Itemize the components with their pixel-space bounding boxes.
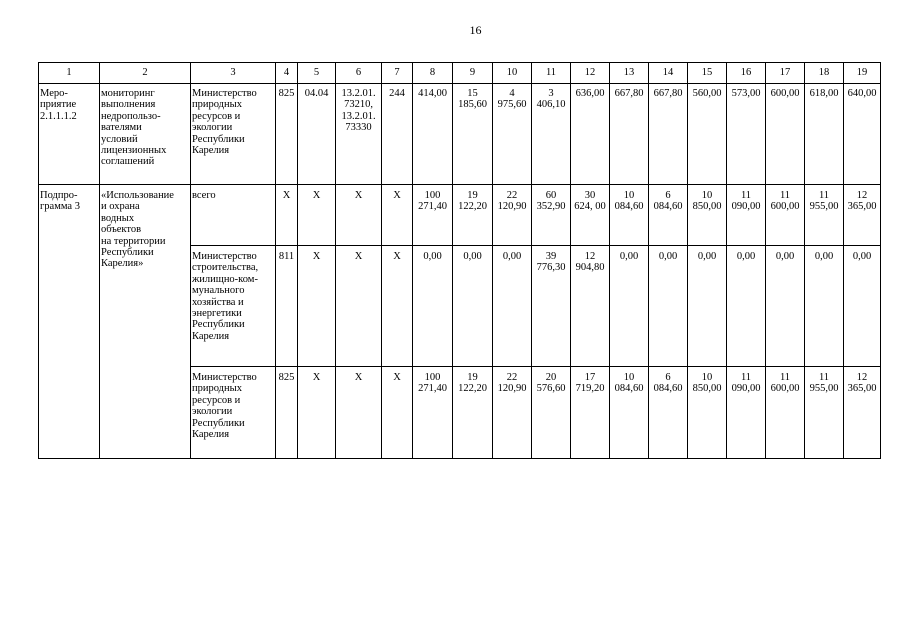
value-cell: 414,00 xyxy=(413,84,453,185)
activity-code-cell: Меро- приятие 2.1.1.1.2 xyxy=(39,84,100,185)
header-cell: 11 xyxy=(532,63,571,84)
value-cell: 636,00 xyxy=(571,84,610,185)
grbs-cell: X xyxy=(276,185,298,246)
value-cell: 0,00 xyxy=(766,246,805,367)
executor-cell: Министерство природных ресурсов и экологии Республики Карелия xyxy=(191,367,276,459)
header-cell: 4 xyxy=(276,63,298,84)
value-cell: 12 904,80 xyxy=(571,246,610,367)
header-cell: 6 xyxy=(336,63,382,84)
value-cell: 10 850,00 xyxy=(688,185,727,246)
grbs-cell: 825 xyxy=(276,84,298,185)
subprogram-code-cell: Подпро- грамма 3 xyxy=(39,185,100,459)
value-cell: 3 406,10 xyxy=(532,84,571,185)
activity-name-cell: мониторинг выполнения недропользо- вателями условий лицензионных соглашений xyxy=(100,84,191,185)
section-cell: X xyxy=(298,185,336,246)
header-cell: 7 xyxy=(382,63,413,84)
value-cell: 6 084,60 xyxy=(649,185,688,246)
header-cell: 8 xyxy=(413,63,453,84)
value-cell: 0,00 xyxy=(649,246,688,367)
value-cell: 4 975,60 xyxy=(493,84,532,185)
value-cell: 11 090,00 xyxy=(727,185,766,246)
target-article-cell: X xyxy=(336,246,382,367)
header-cell: 10 xyxy=(493,63,532,84)
value-cell: 10 084,60 xyxy=(610,367,649,459)
expense-type-cell: X xyxy=(382,185,413,246)
value-cell: 0,00 xyxy=(844,246,881,367)
value-cell: 22 120,90 xyxy=(493,367,532,459)
value-cell: 15 185,60 xyxy=(453,84,493,185)
target-article-cell: 13.2.01. 73210, 13.2.01. 73330 xyxy=(336,84,382,185)
value-cell: 11 955,00 xyxy=(805,185,844,246)
budget-table xyxy=(38,62,881,459)
header-cell: 19 xyxy=(844,63,881,84)
header-cell: 17 xyxy=(766,63,805,84)
executor-cell: Министерство строительства, жилищно-ком- мунального хозяйства и энергетики Республики Карелия xyxy=(191,246,276,367)
value-cell: 618,00 xyxy=(805,84,844,185)
value-cell: 39 776,30 xyxy=(532,246,571,367)
executor-cell: всего xyxy=(191,185,276,246)
section-cell: X xyxy=(298,246,336,367)
table-row xyxy=(39,84,881,185)
value-cell: 17 719,20 xyxy=(571,367,610,459)
header-cell: 14 xyxy=(649,63,688,84)
value-cell: 19 122,20 xyxy=(453,367,493,459)
value-cell: 20 576,60 xyxy=(532,367,571,459)
header-cell: 9 xyxy=(453,63,493,84)
header-cell: 1 xyxy=(39,63,100,84)
value-cell: 0,00 xyxy=(727,246,766,367)
value-cell: 30 624, 00 xyxy=(571,185,610,246)
page-number: 16 xyxy=(469,23,482,37)
header-cell: 5 xyxy=(298,63,336,84)
value-cell: 100 271,40 xyxy=(413,185,453,246)
table-row xyxy=(39,185,881,246)
value-cell: 100 271,40 xyxy=(413,367,453,459)
value-cell: 11 600,00 xyxy=(766,185,805,246)
value-cell: 0,00 xyxy=(413,246,453,367)
header-cell: 18 xyxy=(805,63,844,84)
value-cell: 667,80 xyxy=(610,84,649,185)
value-cell: 60 352,90 xyxy=(532,185,571,246)
value-cell: 11 600,00 xyxy=(766,367,805,459)
target-article-cell: X xyxy=(336,185,382,246)
value-cell: 573,00 xyxy=(727,84,766,185)
expense-type-cell: X xyxy=(382,246,413,367)
header-cell: 12 xyxy=(571,63,610,84)
value-cell: 560,00 xyxy=(688,84,727,185)
section-cell: 04.04 xyxy=(298,84,336,185)
value-cell: 6 084,60 xyxy=(649,367,688,459)
section-cell: X xyxy=(298,367,336,459)
value-cell: 12 365,00 xyxy=(844,185,881,246)
header-row xyxy=(39,63,881,84)
header-cell: 16 xyxy=(727,63,766,84)
header-cell: 2 xyxy=(100,63,191,84)
expense-type-cell: 244 xyxy=(382,84,413,185)
value-cell: 0,00 xyxy=(453,246,493,367)
value-cell: 600,00 xyxy=(766,84,805,185)
expense-type-cell: X xyxy=(382,367,413,459)
value-cell: 640,00 xyxy=(844,84,881,185)
executor-cell: Министерство природных ресурсов и экологии Республики Карелия xyxy=(191,84,276,185)
grbs-cell: 811 xyxy=(276,246,298,367)
grbs-cell: 825 xyxy=(276,367,298,459)
header-cell: 15 xyxy=(688,63,727,84)
value-cell: 19 122,20 xyxy=(453,185,493,246)
value-cell: 10 850,00 xyxy=(688,367,727,459)
value-cell: 0,00 xyxy=(805,246,844,367)
value-cell: 10 084,60 xyxy=(610,185,649,246)
value-cell: 0,00 xyxy=(493,246,532,367)
target-article-cell: X xyxy=(336,367,382,459)
value-cell: 22 120,90 xyxy=(493,185,532,246)
subprogram-name-cell: «Использование и охрана водных объектов на территории Республики Карелия» xyxy=(100,185,191,459)
value-cell: 0,00 xyxy=(610,246,649,367)
value-cell: 11 955,00 xyxy=(805,367,844,459)
value-cell: 11 090,00 xyxy=(727,367,766,459)
header-cell: 13 xyxy=(610,63,649,84)
header-cell: 3 xyxy=(191,63,276,84)
value-cell: 12 365,00 xyxy=(844,367,881,459)
value-cell: 0,00 xyxy=(688,246,727,367)
value-cell: 667,80 xyxy=(649,84,688,185)
